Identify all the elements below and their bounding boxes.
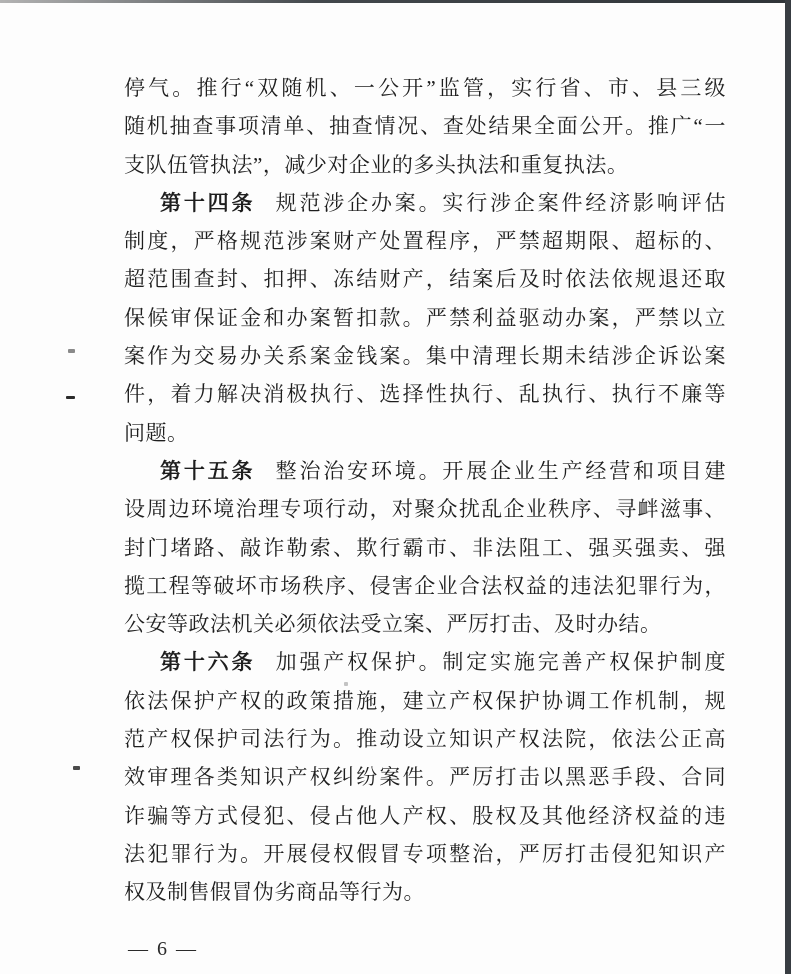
scan-speckle: [73, 766, 80, 770]
document-line: 问题。: [124, 420, 189, 445]
document-line: 权及制售假冒伪劣商品等行为。: [124, 880, 425, 905]
scan-speckle: [344, 682, 348, 686]
document-line: 封门堵路、敲诈勒索、欺行霸市、非法阻工、强买强卖、强: [124, 535, 726, 560]
page-number: — 6 —: [128, 938, 198, 960]
document-line: 法犯罪行为。开展侵权假冒专项整治，严厉打击侵犯知识产: [124, 841, 726, 866]
article-first-line-text: 规范涉企办案。实行涉企案件经济影响评估: [273, 190, 727, 215]
document-text: [124, 69, 726, 912]
document-line: 揽工程等破坏市场秩序、侵害企业合法权益的违法犯罪行为，: [124, 573, 726, 598]
document-line: [124, 643, 726, 681]
document-line: 保候审保证金和办案暂扣款。严禁利益驱动办案，严禁以立: [124, 305, 726, 330]
paragraph: [124, 452, 726, 643]
document-line: 件，着力解决消极执行、选择性执行、乱执行、执行不廉等: [124, 382, 726, 407]
article-heading: 第十六条: [160, 650, 256, 675]
document-line: [124, 452, 726, 490]
document-line: 案作为交易办关系案金钱案。集中清理长期未结涉企诉讼案: [124, 344, 726, 369]
document-line: 效审理各类知识产权纠纷案件。严厉打击以黑恶手段、合同: [124, 765, 726, 790]
scan-border-right: [785, 0, 791, 974]
scan-speckle: [66, 396, 75, 399]
document-line: 支队伍管执法”，减少对企业的多头执法和重复执法。: [124, 152, 629, 177]
document-line: 设周边环境治理专项行动，对聚众扰乱企业秩序、寻衅滋事、: [124, 497, 726, 522]
document-line: 诈骗等方式侵犯、侵占他人产权、股权及其他经济权益的违: [124, 803, 726, 828]
article-heading: 第十五条: [160, 458, 256, 483]
paragraph: [124, 69, 726, 184]
document-line: 超范围查封、扣押、冻结财产，结案后及时依法依规退还取: [124, 267, 726, 292]
document-line: 依法保护产权的政策措施，建立产权保护协调工作机制，规: [124, 688, 726, 713]
document-line: 制度，严格规范涉案财产处置程序，严禁超期限、超标的、: [124, 229, 726, 254]
article-first-line-text: 加强产权保护。制定实施完善产权保护制度: [273, 650, 727, 675]
document-line: 随机抽查事项清单、抽查情况、查处结果全面公开。推广“一: [124, 114, 726, 139]
paragraph: [124, 643, 726, 911]
article-first-line-text: 整治治安环境。开展企业生产经营和项目建: [273, 458, 727, 483]
scan-border-top: [0, 0, 791, 3]
article-heading: 第十四条: [160, 190, 256, 215]
scan-speckle: [68, 349, 75, 353]
document-line: 停气。推行“双随机、一公开”监管，实行省、市、县三级: [124, 76, 726, 100]
document-line: 公安等政法机关必须依法受立案、严厉打击、及时办结。: [124, 612, 662, 637]
paragraph: [124, 184, 726, 452]
document-line: [124, 184, 726, 222]
document-line: 范产权保护司法行为。推动设立知识产权法院，依法公正高: [124, 727, 726, 752]
